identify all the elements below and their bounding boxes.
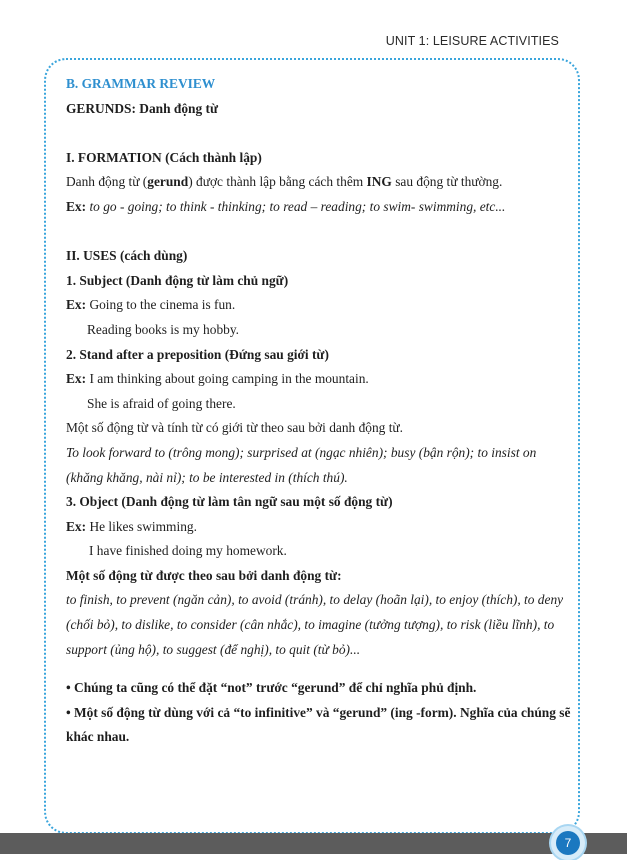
note-negative: • Chúng ta cũng có thể đặt “not” trước “gerund” để chỉ nghĩa phủ định.: [66, 680, 477, 696]
spacer: [66, 220, 571, 245]
section-subtitle: GERUNDS: Danh động từ: [66, 100, 219, 116]
example-label: Ex:: [66, 198, 87, 214]
formation-desc-text: Danh động từ (: [66, 174, 148, 190]
formation-description: [66, 170, 571, 195]
preposition-list: To look forward to (trông mong); surprised at (ngạc nhiên); busy (bận rộn); to insist on (khăng khăng, nài nỉ); to be interested in (thích thú).: [66, 444, 537, 485]
subject-heading: 1. Subject (Danh động từ làm chủ ngữ): [66, 272, 289, 288]
preposition-example-1: [66, 367, 571, 392]
page-number-badge: [551, 826, 585, 860]
example-text: He likes swimming.: [86, 518, 197, 534]
formation-example-text: to go - going; to think - thinking; to read – reading; to swim- swimming, etc...: [86, 198, 506, 214]
object-example-1: [66, 515, 571, 540]
note-infinitive: • Một số động từ dùng với cả “to infinitive” và “gerund” (ing -form). Nghĩa của chúng sẽ khác nhau.: [66, 704, 571, 745]
object-verbs-heading: Một số động từ được theo sau bởi danh động từ:: [66, 567, 342, 583]
formation-desc-text: ) được thành lập bằng cách thêm: [188, 174, 367, 190]
example-label: Ex:: [66, 371, 87, 387]
section-title: B. GRAMMAR REVIEW: [66, 76, 216, 91]
grammar-content: [66, 72, 571, 750]
subject-example-2: Reading books is my hobby.: [87, 321, 240, 337]
unit-header: UNIT 1: LEISURE ACTIVITIES: [385, 34, 559, 48]
object-example-2: I have finished doing my homework.: [89, 543, 287, 559]
example-text: Going to the cinema is fun.: [86, 297, 236, 313]
preposition-note: Một số động từ và tính từ có giới từ theo sau bởi danh động từ.: [66, 420, 404, 436]
object-verbs-list: to finish, to prevent (ngăn cản), to avoid (tránh), to delay (hoãn lại), to enjoy (thích), to deny (chối bỏ), to dislike, to consider (cân nhắc), to imagine (tưởng tượng), to risk (liều lĩnh), to support (ủng hộ), to suggest (để nghị), to quit (từ bỏ)...: [66, 592, 564, 657]
preposition-example-2: She is afraid of going there.: [87, 395, 236, 411]
formation-desc-text: sau động từ thường.: [391, 174, 503, 190]
page-number: 7: [556, 831, 580, 855]
formation-gerund-term: gerund: [147, 174, 189, 190]
formation-example: [66, 195, 571, 220]
subject-example-1: [66, 293, 571, 318]
formation-heading: I. FORMATION (Cách thành lập): [66, 149, 262, 165]
object-heading: 3. Object (Danh động từ làm tân ngữ sau một số động từ): [66, 494, 393, 510]
spacer: [66, 121, 571, 146]
spacer: [66, 662, 571, 676]
footer-bar: [0, 833, 627, 854]
example-label: Ex:: [66, 518, 87, 534]
preposition-heading: 2. Stand after a preposition (Đứng sau giới từ): [66, 346, 329, 362]
example-text: I am thinking about going camping in the mountain.: [86, 371, 369, 387]
formation-ing-term: ING: [366, 174, 392, 190]
example-label: Ex:: [66, 297, 87, 313]
uses-heading: II. USES (cách dùng): [66, 248, 188, 264]
